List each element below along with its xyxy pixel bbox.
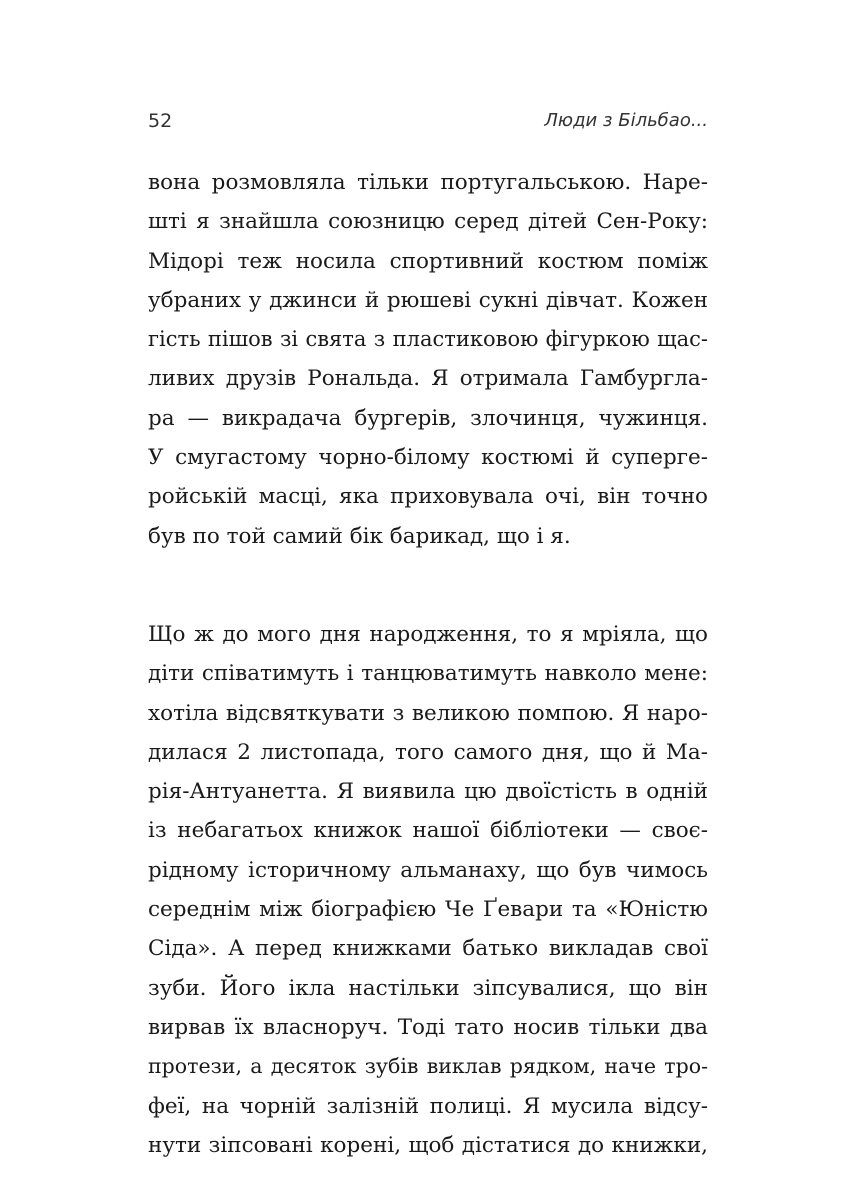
text-line: Сіда». А перед книжками батько викладав свої bbox=[148, 936, 708, 962]
text-line: вирвав їх власноруч. Тоді тато носив тільки два bbox=[148, 1014, 708, 1040]
paragraph-1 bbox=[148, 163, 708, 556]
text-line: рія-Антуанетта. Я виявила цю двоїстість в одній bbox=[148, 779, 708, 805]
text-line: дилася 2 листопада, того самого дня, що й Ма- bbox=[148, 739, 708, 765]
text-line: ройській масці, яка приховувала очі, він точно bbox=[148, 484, 708, 510]
text-line: діти співатимуть і танцюватимуть навколо мене: bbox=[148, 661, 708, 687]
text-line: протези, а десяток зубів виклав рядком, наче тро- bbox=[148, 1054, 708, 1079]
text-line: середнім між біографією Че Ґевари та «Юністю bbox=[148, 897, 708, 923]
running-title: Люди з Більбао... bbox=[544, 110, 708, 131]
text-line: Мідорі теж носила спортивний костюм поміж bbox=[148, 248, 708, 274]
text-line: був по той самий бік барикад, що і я. bbox=[148, 523, 571, 549]
text-line: феї, на чорній залізній полиці. Я мусила відсу- bbox=[148, 1093, 708, 1119]
text-line: ливих друзів Рональда. Я отримала Гамбургла- bbox=[148, 366, 708, 392]
text-line: вона розмовляла тільки португальською. Наре- bbox=[148, 170, 708, 195]
text-line: убраних у джинси й рюшеві сукні дівчат. Кожен bbox=[148, 287, 708, 313]
text-line: хотіла відсвяткувати з великою помпою. Я наро- bbox=[148, 700, 708, 726]
text-line: гість пішов зі свята з пластиковою фігуркою щас- bbox=[148, 327, 708, 352]
text-line: Що ж до мого дня народження, то я мріяла, що bbox=[148, 621, 708, 647]
text-line: нути зіпсовані корені, щоб дістатися до книжки, bbox=[148, 1132, 708, 1158]
paragraph-2 bbox=[148, 615, 708, 1165]
text-line: шті я знайшла союзницю серед дітей Сен-Року: bbox=[148, 209, 708, 235]
page-header bbox=[148, 110, 708, 140]
page-number: 52 bbox=[148, 110, 173, 132]
body-text bbox=[148, 163, 708, 1165]
text-line: ра — викрадача бургерів, злочинця, чужинця. bbox=[148, 405, 708, 431]
text-line: із небагатьох книжок нашої бібліотеки — своє- bbox=[148, 818, 708, 844]
paragraph-gap bbox=[148, 556, 708, 615]
text-line: рідному історичному альманаху, що був чимось bbox=[148, 857, 708, 883]
text-line: зуби. Його ікла настільки зіпсувалися, що він bbox=[148, 975, 708, 1001]
text-line: У смугастому чорно-білому костюмі й суперге- bbox=[148, 445, 708, 471]
